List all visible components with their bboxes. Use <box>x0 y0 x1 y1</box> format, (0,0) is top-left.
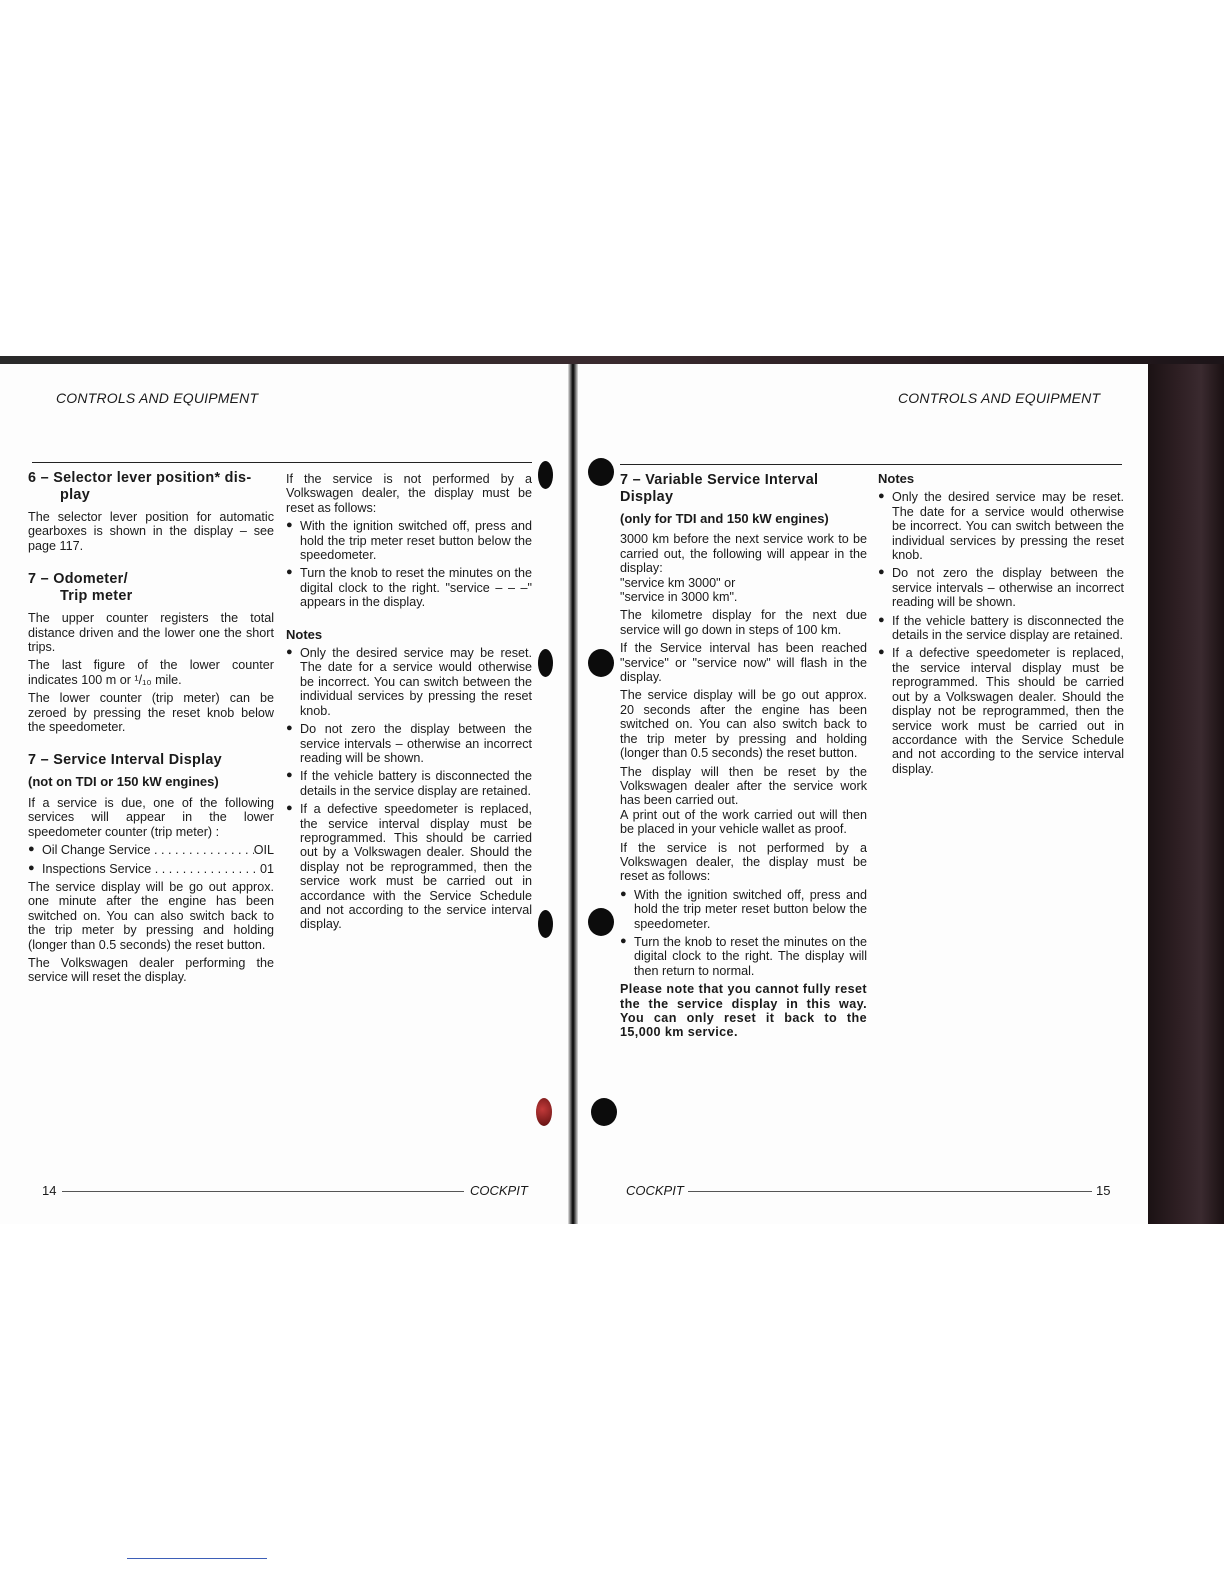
note-item: ● Do not zero the display between the service intervals – otherwise an incorrect reading will be shown. <box>878 566 1124 609</box>
note-item: ● Only the desired service may be reset. The date for a service would otherwise be incorrect. You can switch between the individual services by pressing the reset knob. <box>878 490 1124 562</box>
paragraph: The service display will be go out approx. one minute after the engine has been switched on. You can also switch back to the trip meter by pressing and holding (longer than 0.5 seconds) the reset button. <box>28 879 274 952</box>
paragraph: If the service is not performed by a Volkswagen dealer, the display must be reset as follows: <box>620 840 867 884</box>
notes-title: Notes <box>286 626 323 642</box>
list-item: ● Turn the knob to reset the minutes on the digital clock to the right. "service – – –" appears in the display. <box>286 566 532 609</box>
right-column-1 <box>620 472 867 1044</box>
paragraph: A print out of the work carried out will then be placed in your vehicle wallet as proof. <box>620 807 867 837</box>
note-item: ● Do not zero the display between the service intervals – otherwise an incorrect reading will be shown. <box>286 722 532 765</box>
punch-hole <box>538 649 553 677</box>
notes-title: Notes <box>878 471 915 486</box>
service-item-oil: ● Oil Change Service . . . OIL <box>28 843 274 857</box>
left-column-2 <box>286 472 532 936</box>
note-item: ● If the vehicle battery is disconnected the details in the service display are retained. <box>878 614 1124 643</box>
paragraph: The Volkswagen dealer performing the service will reset the display. <box>28 955 274 985</box>
paragraph: The upper counter registers the total distance driven and the lower one the short trips. <box>28 611 274 655</box>
punch-hole <box>588 649 614 677</box>
left-page-header: CONTROLS AND EQUIPMENT <box>56 390 259 406</box>
section-subtitle: (not on TDI or 150 kW engines) <box>28 774 219 790</box>
list-item: ● With the ignition switched off, press and hold the trip meter reset button below the speedometer. <box>620 888 867 931</box>
paragraph: The lower counter (trip meter) can be zeroed by pressing the reset knob below the speedometer. <box>28 691 274 735</box>
section-title-service-interval: 7 – Service Interval Display <box>28 752 222 769</box>
punch-hole <box>538 461 553 489</box>
left-page-number: 14 <box>42 1183 57 1198</box>
paragraph: The service display will be go out approx. 20 seconds after the engine has been switched on. You can also switch back to the trip meter by pressing and holding (longer than 0.5 seconds) the reset button. <box>620 688 867 761</box>
display-text: "service km 3000" or <box>620 575 736 590</box>
paragraph: If a service is due, one of the following services will appear in the lower speedometer counter (trip meter) : <box>28 795 274 839</box>
note-item: ● If a defective speedometer is replaced, the service interval display must be reprogrammed. This should be carried out by a Volkswagen dealer. Should the display not be reprogrammed, then the service work must be carried out in accordance with the Service Schedule and not according to the service interval display. <box>286 802 532 932</box>
left-top-rule <box>32 462 532 463</box>
scan-artifact-line <box>127 1558 267 1559</box>
right-page-number: 15 <box>1096 1183 1111 1198</box>
section-title-variable-service: 7 – Variable Service Interval Display <box>620 472 819 505</box>
scan-dark-edge <box>1148 364 1224 1224</box>
left-footer-label: COCKPIT <box>470 1183 528 1198</box>
punch-hole <box>536 1098 552 1126</box>
note-item: ● Only the desired service may be reset. The date for a service would otherwise be incorrect. You can switch between the individual services by pressing the reset knob. <box>286 646 532 718</box>
paragraph: If the Service interval has been reached "service" or "service now" will flash in the display. <box>620 641 867 685</box>
right-page-header: CONTROLS AND EQUIPMENT <box>898 390 1101 406</box>
list-item: ● With the ignition switched off, press and hold the trip meter reset button below the speedometer. <box>286 519 532 562</box>
important-note: Please note that you cannot fully reset the the service display in this way. You can only reset it back to the 15,000 km service. <box>620 982 867 1040</box>
paragraph: The kilometre display for the next due service will go down in steps of 100 km. <box>620 608 867 637</box>
list-item: ● Turn the knob to reset the minutes on the digital clock to the right. The display will then return to normal. <box>620 935 867 978</box>
punch-hole <box>591 1098 617 1126</box>
left-column-1 <box>28 470 274 989</box>
paragraph: If the service is not performed by a Volkswagen dealer, the display must be reset as follows: <box>286 472 532 515</box>
section-subtitle: (only for TDI and 150 kW engines) <box>620 511 829 526</box>
note-item: ● If a defective speedometer is replaced, the service interval display must be reprogrammed. This should be carried out by a Volkswagen dealer. Should the display not be reprogrammed, then the service work must be carried out in accordance with the Service Schedule and not according to the service interval display. <box>878 646 1124 776</box>
right-column-2 <box>878 472 1124 780</box>
paragraph: The selector lever position for automatic gearboxes is shown in the display – see page 117. <box>28 510 274 553</box>
right-footer-rule <box>688 1191 1092 1192</box>
service-item-inspection: ● Inspections Service . . . 01 <box>28 862 274 876</box>
right-footer-label: COCKPIT <box>626 1183 684 1198</box>
left-footer-rule <box>62 1191 464 1192</box>
section-title-selector: 6 – Selector lever position* dis- play <box>28 470 252 503</box>
punch-hole <box>588 908 614 936</box>
punch-hole <box>538 910 553 938</box>
paragraph: The display will then be reset by the Volkswagen dealer after the service work has been carried out. <box>620 764 867 808</box>
display-text: "service in 3000 km". <box>620 590 738 605</box>
paragraph: The last figure of the lower counter indicates 100 m or ¹/₁₀ mile. <box>28 658 274 687</box>
note-item: ● If the vehicle battery is disconnected the details in the service display are retained. <box>286 769 532 798</box>
punch-hole <box>588 458 614 486</box>
paragraph: 3000 km before the next service work to be carried out, the following will appear in the display: <box>620 532 867 576</box>
right-top-rule <box>620 464 1122 465</box>
section-title-odometer: 7 – Odometer/ Trip meter <box>28 571 133 605</box>
book-spine <box>568 364 578 1224</box>
